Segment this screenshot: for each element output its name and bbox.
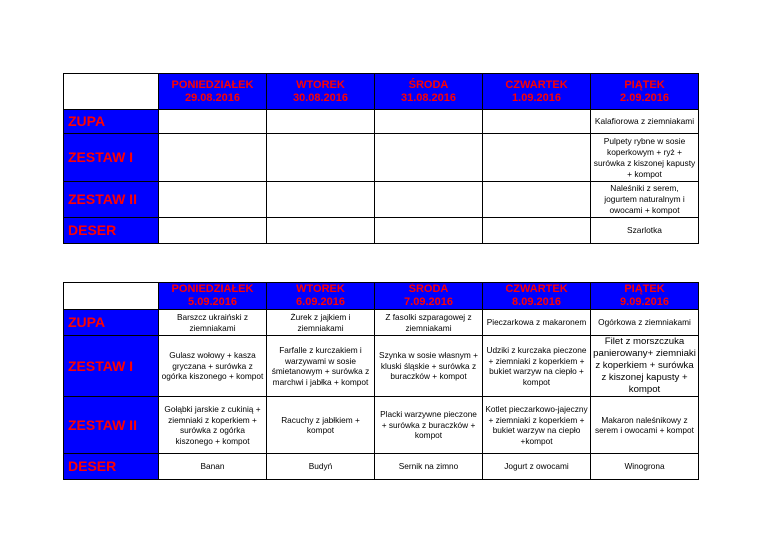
day-date: 31.08.2016 [400,91,457,104]
day-header [267,283,375,310]
day-name: PONIEDZIAŁEK [171,78,254,91]
menu-cell [375,182,483,218]
menu-cell: Farfalle z kurczakiem i warzywami w sosie śmietanowym + surówka z marchwi i jabłka + kompot [267,336,375,397]
category-label: ZESTAW I [64,336,159,397]
menu-cell: Placki warzywne pieczone + surówka z buraczków + kompot [375,397,483,454]
menu-cell [483,134,591,182]
menu-cell [483,218,591,244]
menu-cell: Gulasz wołowy + kasza gryczana + surówka z ogórka kiszonego + kompot [159,336,267,397]
menu-cell: Pieczarkowa z makaronem [483,310,591,336]
menu-cell: Szynka w sosie własnym + kluski śląskie + surówka z buraczków + kompot [375,336,483,397]
corner-cell [64,74,159,110]
menu-cell: Szarlotka [591,218,699,244]
day-name: CZWARTEK [505,78,568,91]
category-label: DESER [64,454,159,480]
week-2-row-zupa [64,310,699,336]
day-date: 1.09.2016 [512,91,561,104]
week-2-row-zestaw-1 [64,336,699,397]
menu-cell: Kalafiorowa z ziemniakami [591,110,699,134]
menu-cell: Budyń [267,454,375,480]
category-label: ZUPA [64,310,159,336]
day-name: ŚRODA [408,78,449,91]
day-header [483,74,591,110]
menu-cell: Sernik na zimno [375,454,483,480]
week-2-header-row [64,283,699,310]
week-1-header-row [64,74,699,110]
day-header [483,283,591,310]
day-header [591,283,699,310]
week-1-row-deser [64,218,699,244]
day-header [159,283,267,310]
category-label: DESER [64,218,159,244]
week-1-row-zestaw-2 [64,182,699,218]
menu-cell [375,110,483,134]
day-date: 5.09.2016 [188,296,237,308]
week-1-row-zupa [64,110,699,134]
menu-cell [267,134,375,182]
menu-cell: Jogurt z owocami [483,454,591,480]
menu-cell: Żurek z jajkiem i ziemniakami [267,310,375,336]
day-header [267,74,375,110]
day-header [375,283,483,310]
menu-cell: Naleśniki z serem, jogurtem naturalnym i owocami + kompot [591,182,699,218]
day-header [375,74,483,110]
menu-cell: Barszcz ukraiński z ziemniakami [159,310,267,336]
day-date: 30.08.2016 [292,91,349,104]
menu-cell [267,182,375,218]
day-name: CZWARTEK [505,283,568,295]
menu-cell: Ogórkowa z ziemniakami [591,310,699,336]
menu-cell [159,134,267,182]
menu-cell: Kotlet pieczarkowo-jajeczny + ziemniaki z koperkiem + bukiet warzyw na ciepło +kompot [483,397,591,454]
day-header [591,74,699,110]
week-2-row-deser [64,454,699,480]
menu-cell [483,182,591,218]
day-date: 2.09.2016 [620,91,669,104]
menu-cell [159,110,267,134]
category-label: ZESTAW I [64,134,159,182]
day-header [159,74,267,110]
menu-cell [267,110,375,134]
category-label: ZESTAW II [64,182,159,218]
menu-cell: Winogrona [591,454,699,480]
week-1-row-zestaw-1 [64,134,699,182]
day-date: 8.09.2016 [512,296,561,308]
menu-cell [159,218,267,244]
week-2-row-zestaw-2 [64,397,699,454]
menu-cell: Banan [159,454,267,480]
menu-cell [267,218,375,244]
menu-cell: Filet z morszczuka panierowany+ ziemniaki z koperkiem + surówka z kiszonej kapusty + kompot [591,336,699,397]
category-label: ZESTAW II [64,397,159,454]
week-2-menu-table [63,282,699,480]
menu-cell [483,110,591,134]
day-date: 9.09.2016 [620,296,669,308]
menu-cell: Racuchy z jabłkiem + kompot [267,397,375,454]
menu-cell [375,134,483,182]
day-name: PIĄTEK [624,78,665,91]
day-date: 7.09.2016 [404,296,453,308]
menu-cell [159,182,267,218]
menu-cell: Gołąbki jarskie z cukinią + ziemniaki z koperkiem + surówka z ogórka kiszonego + kompot [159,397,267,454]
day-name: PONIEDZIAŁEK [171,283,254,295]
menu-cell: Makaron naleśnikowy z serem i owocami + kompot [591,397,699,454]
menu-cell: Udziki z kurczaka pieczone + ziemniaki z koperkiem + bukiet warzyw na ciepło + kompot [483,336,591,397]
day-name: WTOREK [296,78,345,91]
week-1-menu-table [63,73,699,244]
menu-cell: Pulpety rybne w sosie koperkowym + ryż + surówka z kiszonej kapusty + kompot [591,134,699,182]
day-date: 6.09.2016 [296,296,345,308]
corner-cell [64,283,159,310]
category-label: ZUPA [64,110,159,134]
day-date: 29.08.2016 [184,91,241,104]
menu-cell [375,218,483,244]
day-name: ŚRODA [408,283,449,295]
day-name: PIĄTEK [624,283,665,295]
menu-cell: Z fasolki szparagowej z ziemniakami [375,310,483,336]
day-name: WTOREK [296,283,345,295]
